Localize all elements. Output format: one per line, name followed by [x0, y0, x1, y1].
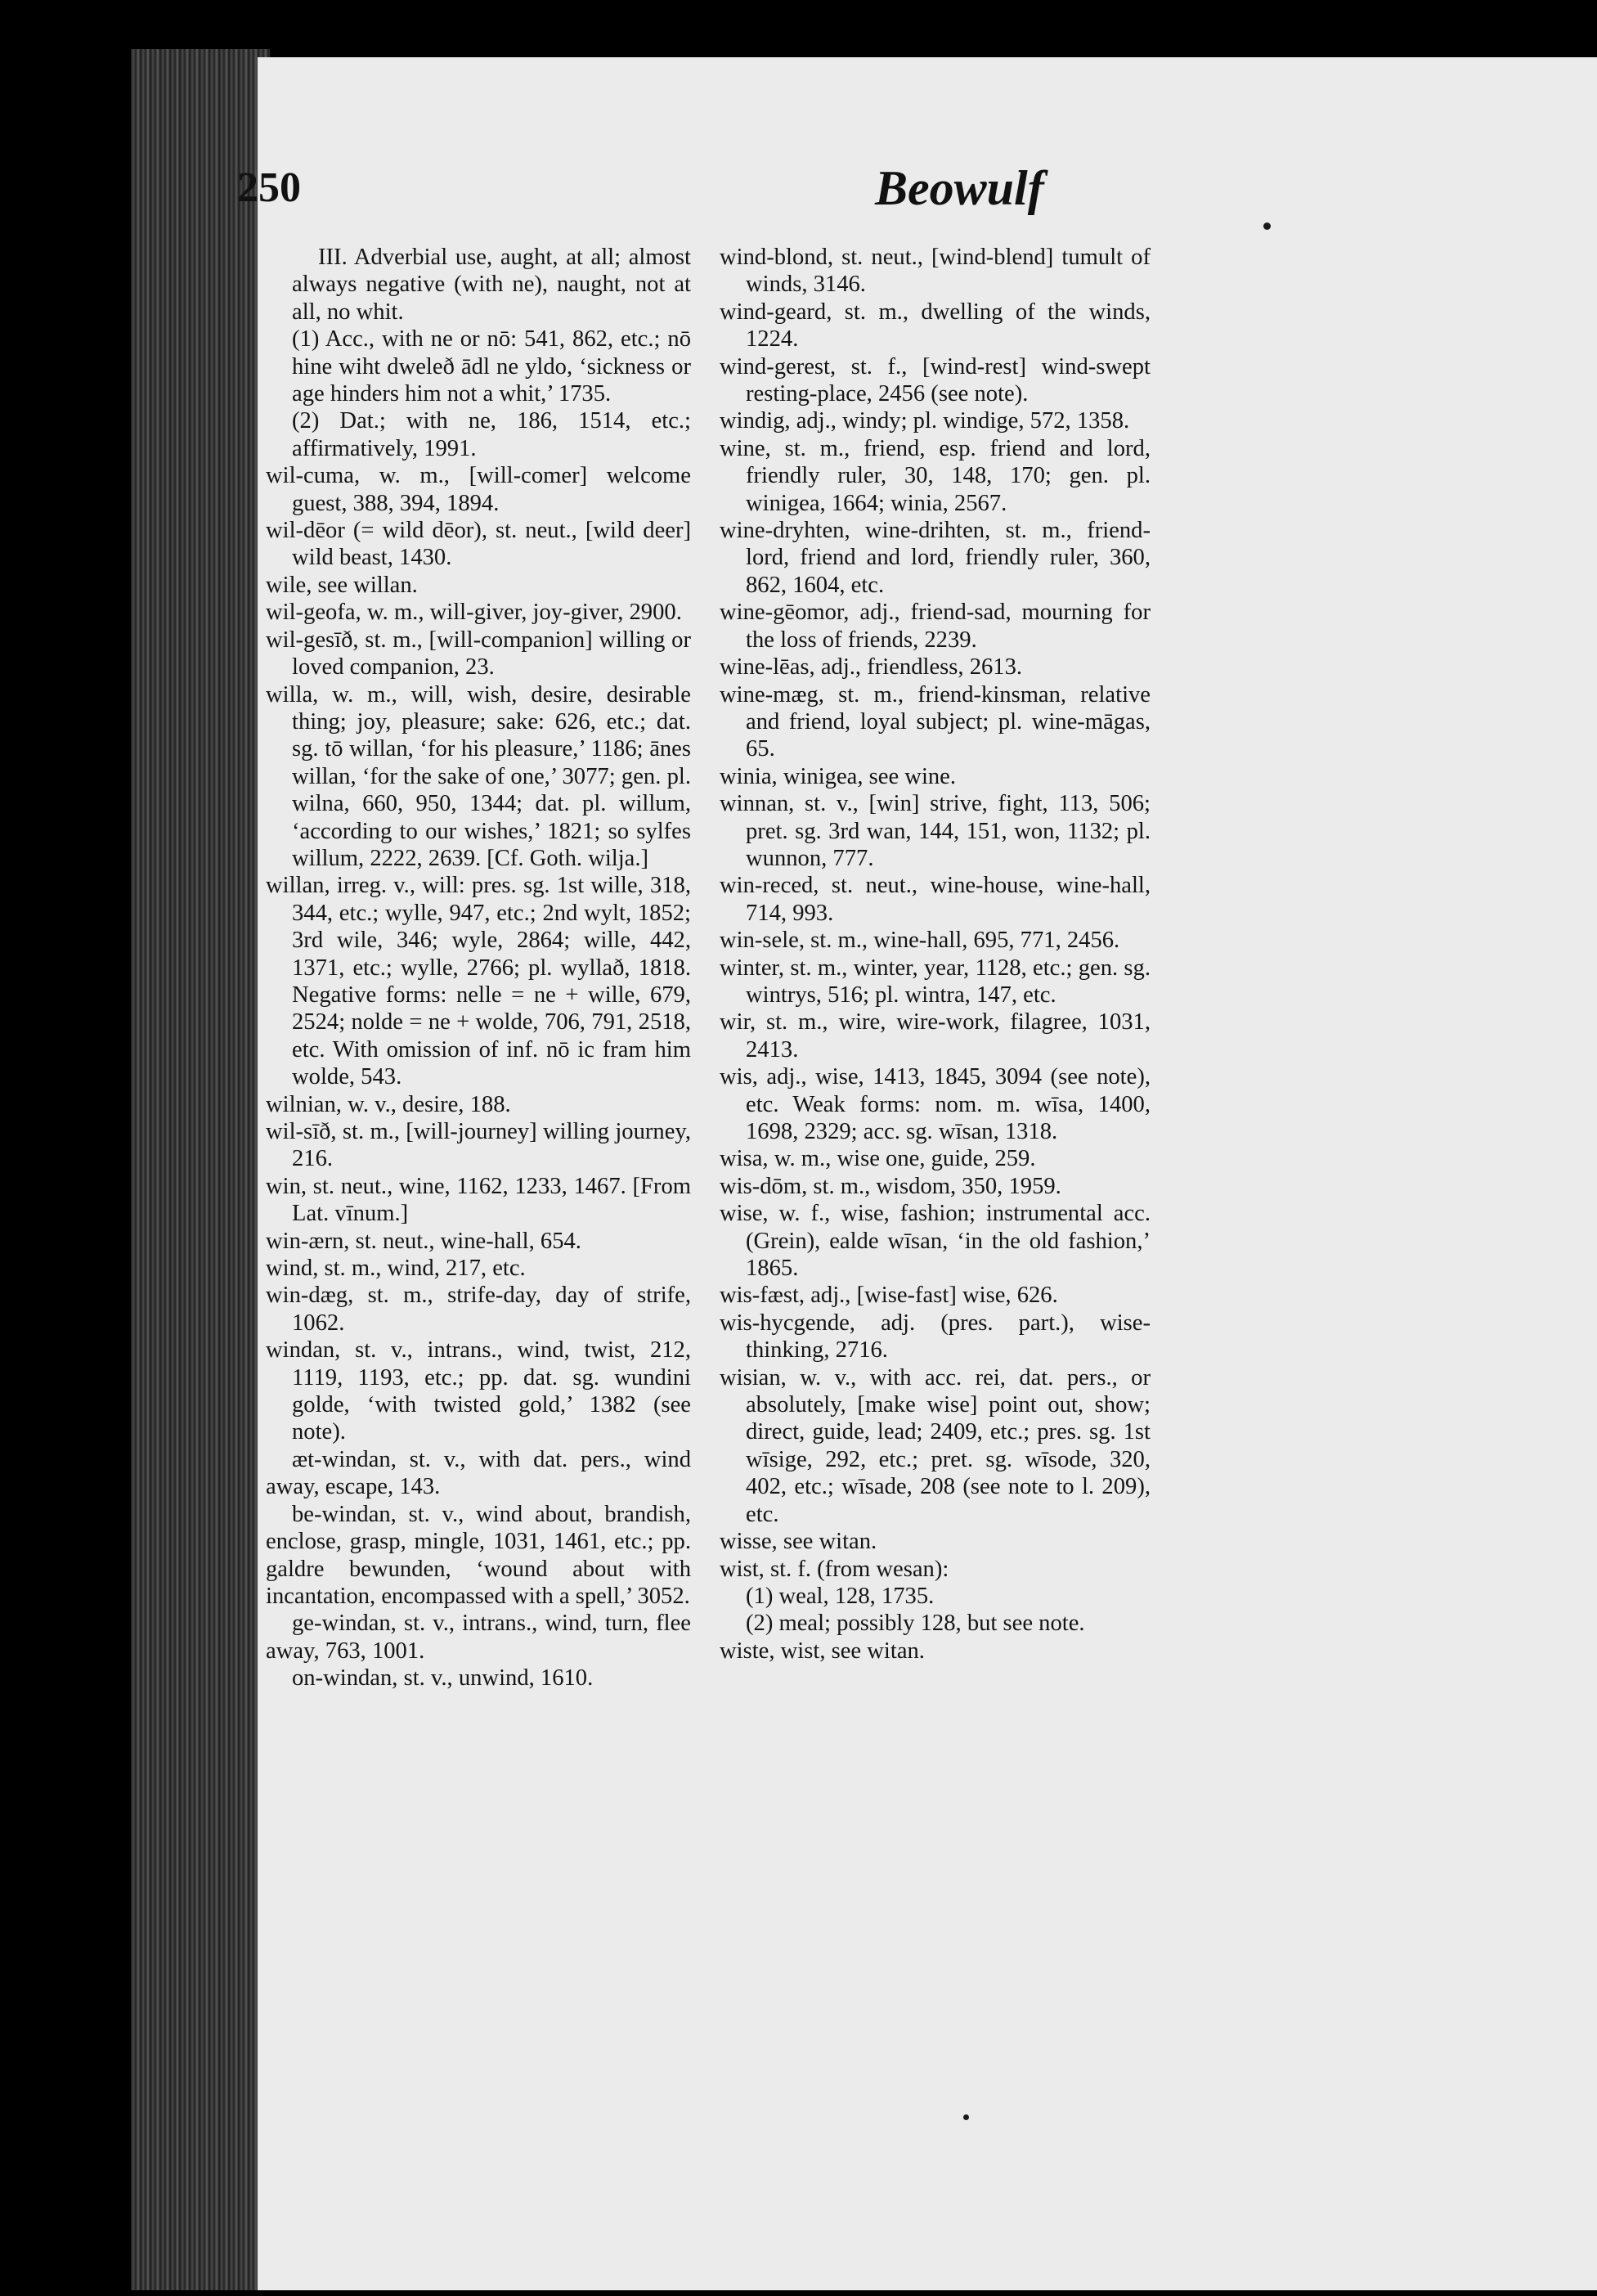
dictionary-entry: willa, w. m., will, wish, desire, desirable thing; joy, pleasure; sake: 626, etc.; dat. sg. tō willan, ‘for his pleasure,’ 1186; ānes willan, ‘for the sake of one,’ 3077; gen. pl. wilna, 660, 950, 1344; dat. pl. willum, ‘according to our wishes,’ 1821; so sylfes willum, 2222, 2639. [Cf. Goth. wilja.] — [266, 681, 691, 871]
dictionary-entry: wis, adj., wise, 1413, 1845, 3094 (see note), etc. Weak forms: nom. m. wīsa, 1400, 1698, 2329; acc. sg. wīsan, 1318. — [720, 1064, 1151, 1144]
right-column — [720, 244, 1151, 1665]
dictionary-entry: (1) weal, 128, 1735. — [746, 1583, 935, 1609]
dictionary-entry: win-dæg, st. m., strife-day, day of strife, 1062. — [266, 1283, 691, 1336]
dictionary-entry: windig, adj., windy; pl. windige, 572, 1358. — [720, 408, 1130, 434]
dictionary-entry: (2) Dat.; with ne, 186, 1514, etc.; affirmatively, 1991. — [292, 408, 691, 461]
left-column — [266, 244, 691, 1692]
dictionary-entry: win-ærn, st. neut., wine-hall, 654. — [266, 1228, 581, 1254]
dictionary-entry: wine-gēomor, adj., friend-sad, mourning for the loss of friends, 2239. — [720, 600, 1151, 653]
dictionary-subentry: on-windan, st. v., unwind, 1610. — [292, 1665, 594, 1692]
dictionary-entry: wind-gerest, st. f., [wind-rest] wind-swept resting-place, 2456 (see note). — [720, 353, 1151, 407]
dictionary-entry: wise, w. f., wise, fashion; instrumental acc. (Grein), ealde wīsan, ‘in the old fashion,’ 1865. — [720, 1201, 1151, 1282]
dictionary-entry: wine-dryhten, wine-drihten, st. m., friend-lord, friend and lord, friendly ruler, 360, 862, 1604, etc. — [720, 518, 1151, 598]
dictionary-entry: winnan, st. v., [win] strive, fight, 113, 506; pret. sg. 3rd wan, 144, 151, won, 1132; pl. wunnon, 777. — [720, 791, 1151, 871]
dictionary-entry: wil-dēor (= wild dēor), st. neut., [wild deer] wild beast, 1430. — [266, 518, 691, 571]
dictionary-entry: III. Adverbial use, aught, at all; almost always negative (with ne), naught, not at all, no whit. — [292, 245, 691, 325]
page-number: 250 — [237, 164, 301, 211]
dictionary-entry: wil-geofa, w. m., will-giver, joy-giver, 2900. — [266, 600, 682, 626]
dictionary-entry: win-reced, st. neut., wine-house, wine-hall, 714, 993. — [720, 873, 1151, 926]
dictionary-entry: windan, st. v., intrans., wind, twist, 212, 1119, 1193, etc.; pp. dat. sg. wundini golde, ‘with twisted gold,’ 1382 (see note). — [266, 1337, 691, 1445]
dictionary-entry: win-sele, st. m., wine-hall, 695, 771, 2456. — [720, 928, 1120, 954]
dictionary-entry: wiste, wist, see witan. — [720, 1638, 925, 1664]
speck-1 — [1263, 222, 1271, 230]
dictionary-entry: wilnian, w. v., desire, 188. — [266, 1091, 511, 1117]
dictionary-entry: wine, st. m., friend, esp. friend and lord, friendly ruler, 30, 148, 170; gen. pl. winigea, 1664; winia, 2567. — [720, 435, 1151, 516]
dictionary-subentry: ge-windan, st. v., intrans., wind, turn, flee away, 763, 1001. — [266, 1611, 691, 1664]
dictionary-entry: willan, irreg. v., will: pres. sg. 1st wille, 318, 344, etc.; wylle, 947, etc.; 2nd wylt, 1852; 3rd wile, 346; wyle, 2864; wille, 442, 1371, etc.; wylle, 2766; pl. wyllað, 1818. Negative forms: nelle = ne + wille, 679, 2524; nolde = ne + wolde, 706, 791, 2518, etc. With omission of inf. nō ic fram him wolde, 543. — [266, 873, 691, 1090]
dictionary-entry: wind, st. m., wind, 217, etc. — [266, 1256, 526, 1282]
book-edge — [131, 49, 270, 2290]
dictionary-entry: wisse, see witan. — [720, 1529, 877, 1555]
dictionary-entry: wisa, w. m., wise one, guide, 259. — [720, 1146, 1036, 1172]
dictionary-entry: wine-mæg, st. m., friend-kinsman, relative and friend, loyal subject; pl. wine-māgas, 65. — [720, 681, 1151, 762]
dictionary-entry: wine-lēas, adj., friendless, 2613. — [720, 654, 1023, 681]
dictionary-entry: (2) meal; possibly 128, but see note. — [746, 1611, 1085, 1637]
dictionary-entry: wind-geard, st. m., dwelling of the winds, 1224. — [720, 299, 1151, 353]
speck-2 — [963, 2114, 969, 2120]
dictionary-entry: wil-gesīð, st. m., [will-companion] willing or loved companion, 23. — [266, 627, 691, 681]
dictionary-entry: winter, st. m., winter, year, 1128, etc.; gen. sg. wintrys, 516; pl. wintra, 147, etc. — [720, 955, 1151, 1008]
dictionary-subentry: æt-windan, st. v., with dat. pers., wind away, escape, 143. — [266, 1446, 691, 1500]
dictionary-entry: wind-blond, st. neut., [wind-blend] tumult of winds, 3146. — [720, 245, 1151, 298]
dictionary-entry: wisian, w. v., with acc. rei, dat. pers., or absolutely, [make wise] point out, show; direct, guide, lead; 2409, etc.; pres. sg. 1st wīsige, 292, etc.; pret. sg. wīsode, 320, 402, etc.; wīsade, 208 (see note to l. 209), etc. — [720, 1364, 1151, 1527]
dictionary-entry: winia, winigea, see wine. — [720, 763, 957, 789]
running-head — [237, 161, 1104, 245]
dictionary-entry: wis-dōm, st. m., wisdom, 350, 1959. — [720, 1173, 1061, 1199]
dictionary-entry: wil-cuma, w. m., [will-comer] welcome guest, 388, 394, 1894. — [266, 463, 691, 516]
dictionary-entry: wir, st. m., wire, wire-work, filagree, 1031, 2413. — [720, 1009, 1151, 1063]
dictionary-entry: win, st. neut., wine, 1162, 1233, 1467. [From Lat. vīnum.] — [266, 1173, 691, 1227]
dictionary-entry: (1) Acc., with ne or nō: 541, 862, etc.; nō hine wiht dweleð ādl ne yldo, ‘sickness or age hinders him not a whit,’ 1735. — [292, 326, 691, 407]
dictionary-entry: wil-sīð, st. m., [will-journey] willing journey, 216. — [266, 1119, 691, 1172]
dictionary-entry: wist, st. f. (from wesan): — [720, 1556, 949, 1582]
dictionary-entry: wile, see willan. — [266, 572, 418, 598]
book-title: Beowulf — [875, 161, 1044, 215]
dictionary-subentry: be-windan, st. v., wind about, brandish, enclose, grasp, mingle, 1031, 1461, etc.; pp. galdre bewunden, ‘wound about with incantation, encompassed with a spell,’ 3052. — [266, 1501, 691, 1609]
dictionary-entry: wis-fæst, adj., [wise-fast] wise, 626. — [720, 1283, 1058, 1309]
dictionary-entry: wis-hycgende, adj. (pres. part.), wise-thinking, 2716. — [720, 1310, 1151, 1364]
